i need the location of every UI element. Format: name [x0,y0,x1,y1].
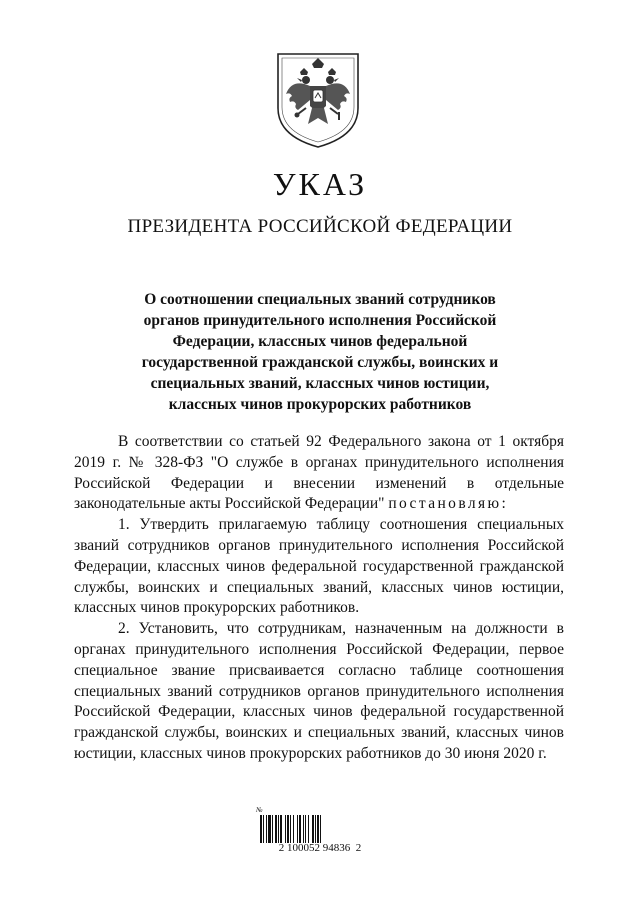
barcode-bar [268,815,271,843]
barcode-bar [285,815,286,843]
heading-line: классных чинов прокурорских работников [168,396,472,413]
preamble-paragraph [74,432,564,515]
barcode-bar [303,815,304,843]
decree-body [74,432,564,765]
document-title: УКАЗ [272,166,368,202]
barcode-bar [263,815,264,843]
heading-line: органов принудительного исполнения Российской [143,312,497,329]
barcode-bar [305,815,306,843]
coat-of-arms-icon [272,50,364,150]
paragraph-2: 2. Установить, что сотрудникам, назначенным на должности в органах принудительного исполнения Российской Федерации, первое специальное звание присваивается согласно таблице соотношения специальных званий сотрудников органов принудительного исполнения Российской Федерации, классных чинов федеральной государственной гражданской службы, воинских и специальных званий, классных чинов юстиции, классных чинов прокурорских работников до 30 июня 2020 г. [74,620,564,762]
barcode-bar [260,815,262,843]
barcode-bar [308,815,309,843]
barcode-bar [297,815,298,843]
decree-heading [110,289,530,415]
barcode-bar [272,815,273,843]
barcode-bar [320,815,321,843]
heading-line: О соотношении специальных званий сотрудников [144,291,496,308]
barcode-bar [312,815,314,843]
paragraph-1: 1. Утвердить прилагаемую таблицу соотношения специальных званий сотрудников органов принудительного исполнения Российской Федерации, классных чинов федеральной государственной гражданской службы, воинских и специальных званий, классных чинов юстиции, классных чинов прокурорских работников. [74,516,564,617]
barcode-number: 2 100052 94836 2 [278,842,362,854]
barcode-bar [278,815,279,843]
heading-line: специальных званий, классных чинов юстиции, [150,375,490,392]
document-subtitle: ПРЕЗИДЕНТА РОССИЙСКОЙ ФЕДЕРАЦИИ [127,216,513,237]
barcode-bar [290,815,291,843]
heading-line: Федерации, классных чинов федеральной [172,333,468,350]
barcode-bar [266,815,267,843]
barcode-bar [293,815,294,843]
barcode-mark: № [256,806,263,814]
barcode-bar [299,815,301,843]
heading-line: государственной гражданской службы, воинских и [141,354,499,371]
barcode-bar [287,815,289,843]
barcode-bar [315,815,316,843]
barcode-bar [317,815,319,843]
barcode-bar [280,815,282,843]
barcode-bar [275,815,277,843]
decree-word: постановляю [388,495,502,513]
preamble-text: В соответствии со статьей 92 Федерального закона от 1 октября 2019 г. № 328-ФЗ "О службе в органах принудительного исполнения Российской Федерации и внесении изменений в отдельные законодательные акты Российской Федерации" [74,433,564,513]
preamble-ending: : [501,495,506,513]
